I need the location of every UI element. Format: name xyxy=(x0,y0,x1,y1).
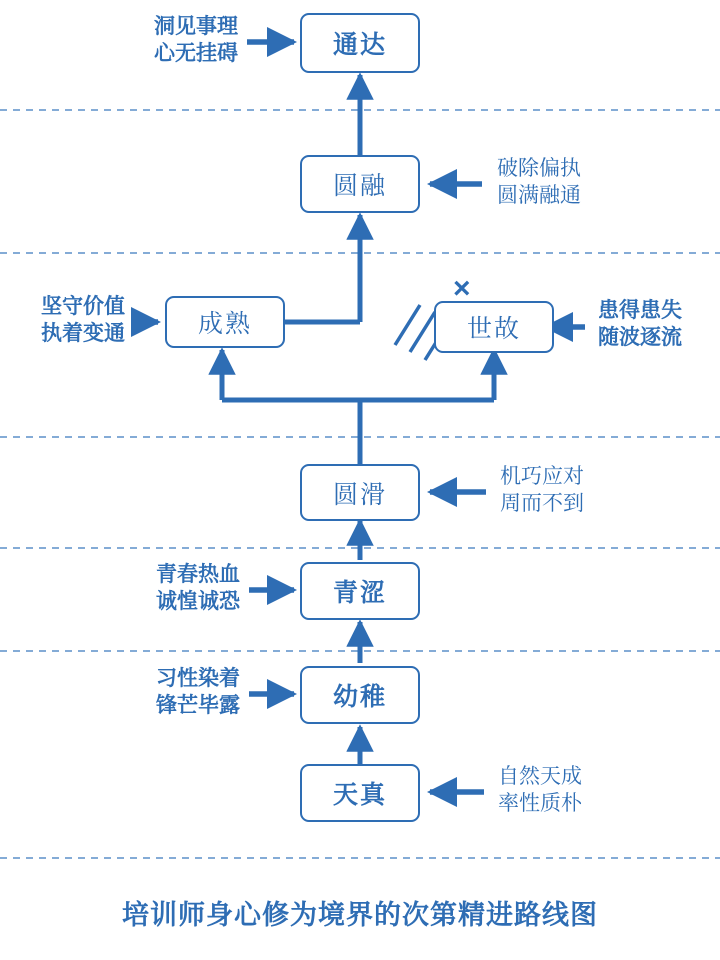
note-qingse-line2: 诚惶诚恐 xyxy=(156,589,240,613)
note-tianzhen-line1: 自然天成 xyxy=(498,765,582,788)
note-yuanhua-line1: 机巧应对 xyxy=(500,465,584,488)
note-yuanhua xyxy=(500,464,584,518)
cross-mark-label: × xyxy=(453,272,471,305)
note-qingse-line1: 青春热血 xyxy=(156,563,240,586)
note-yuanrong-line1: 破除偏执 xyxy=(497,157,581,180)
note-youzhi-line2: 锋芒毕露 xyxy=(156,693,240,717)
node-qingse[interactable] xyxy=(300,562,420,620)
note-shigu xyxy=(598,298,682,352)
node-yuanrong-label: 圆融 xyxy=(332,172,387,200)
node-yuanrong[interactable] xyxy=(300,155,420,213)
cross-mark-icon xyxy=(453,270,471,308)
node-tianzhen[interactable] xyxy=(300,764,420,822)
note-tongda xyxy=(0,14,238,68)
note-youzhi-line1: 习性染着 xyxy=(156,667,240,690)
node-shigu[interactable] xyxy=(434,301,554,353)
node-chengshu[interactable] xyxy=(165,296,285,348)
node-tongda[interactable] xyxy=(300,13,420,73)
node-tianzhen-label: 天真 xyxy=(332,781,387,809)
note-tongda-line2: 心无挂碍 xyxy=(154,41,238,65)
note-youzhi xyxy=(0,666,240,720)
note-shigu-line1: 患得患失 xyxy=(598,299,682,322)
note-yuanrong-line2: 圆满融通 xyxy=(497,183,581,207)
node-yuanhua[interactable] xyxy=(300,464,420,521)
note-tongda-line1: 洞见事理 xyxy=(154,15,238,38)
note-yuanrong xyxy=(497,156,581,210)
node-youzhi[interactable] xyxy=(300,666,420,724)
node-chengshu-label: 成熟 xyxy=(197,310,252,338)
note-shigu-line2: 随波逐流 xyxy=(598,325,682,349)
diagram-title: 培训师身心修为境界的次第精进路线图 xyxy=(122,900,598,930)
note-chengshu-line1: 坚守价值 xyxy=(41,295,125,318)
node-youzhi-label: 幼稚 xyxy=(332,683,387,711)
node-yuanhua-label: 圆滑 xyxy=(332,480,387,509)
note-yuanhua-line2: 周而不到 xyxy=(500,491,584,515)
node-qingse-label: 青涩 xyxy=(332,579,387,607)
node-tongda-label: 通达 xyxy=(332,31,387,59)
note-tianzhen-line2: 率性质朴 xyxy=(498,791,582,815)
node-shigu-label: 世故 xyxy=(466,315,521,343)
note-chengshu xyxy=(0,294,125,348)
note-tianzhen xyxy=(498,764,582,818)
note-chengshu-line2: 执着变通 xyxy=(41,321,125,345)
note-qingse xyxy=(0,562,240,616)
